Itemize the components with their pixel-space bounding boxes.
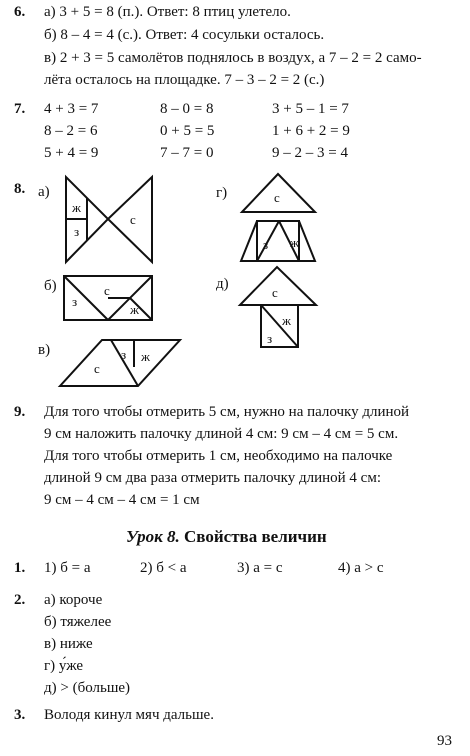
figure-label-v: в) (38, 342, 51, 358)
piece-z: з (72, 294, 78, 309)
lesson-title: Свойства величин (184, 527, 327, 546)
figure-label-d: д) (216, 276, 229, 292)
piece-s: с (94, 361, 100, 376)
piece-z: з (74, 224, 80, 239)
l3-text: Володя кинул мяч дальше. (44, 707, 214, 723)
piece-z: з (121, 347, 127, 362)
piece-zh: ж (141, 349, 150, 364)
l2-item: д) > (больше) (44, 680, 131, 696)
piece-zh: ж (72, 200, 81, 215)
piece-s: с (130, 212, 136, 227)
task-6-line-v2: лёта осталось на площадке. 7 – 3 – 2 = 2 (с.) (44, 72, 325, 88)
equation: 8 – 0 = 8 (160, 101, 214, 117)
lesson-prefix: Урок 8. (126, 527, 180, 546)
figure-label-a: а) (38, 184, 50, 200)
figure-v-parallelogram (60, 340, 180, 386)
l1-item: 3) а = с (237, 560, 283, 576)
piece-zh: ж (130, 302, 139, 317)
task-9-line: 9 см – 4 см – 4 см = 1 см (44, 492, 200, 508)
l2-item: г) у́же (44, 658, 84, 674)
piece-z: з (267, 331, 273, 346)
figure-a-bowtie (66, 177, 152, 262)
figure-g-triangle-square (241, 174, 315, 261)
l2-item: в) ниже (44, 636, 93, 652)
lesson-heading (126, 527, 327, 547)
task-9-line: 9 см наложить палочку длиной 4 см: 9 см – 4 см = 5 см. (44, 426, 399, 442)
piece-s: с (272, 285, 278, 300)
task-6-number: 6. (14, 4, 26, 20)
task-8-number: 8. (14, 181, 26, 197)
task-7-number: 7. (14, 101, 26, 117)
equation: 5 + 4 = 9 (44, 145, 99, 161)
equation: 8 – 2 = 6 (44, 123, 98, 139)
piece-zh: ж (282, 313, 291, 328)
task-6-line-a: а) 3 + 5 = 8 (п.). Ответ: 8 птиц улетело. (44, 4, 291, 20)
figure-label-b: б) (44, 278, 57, 294)
piece-s: с (104, 283, 110, 298)
task-9-line: Для того чтобы отмерить 5 см, нужно на палочку длиной (44, 404, 410, 420)
figure-d-house (240, 267, 316, 347)
equation: 9 – 2 – 3 = 4 (272, 145, 348, 161)
page-number: 93 (437, 733, 452, 749)
figure-label-g: г) (216, 185, 228, 201)
equation: 4 + 3 = 7 (44, 101, 99, 117)
task-6-line-b: б) 8 – 4 = 4 (с.). Ответ: 4 сосульки осталось. (44, 27, 325, 43)
task-9-line: длиной 9 см два раза отмерить палочку длиной 4 см: (44, 470, 381, 486)
l1-item: 4) а > с (338, 560, 384, 576)
task-6-line-v1: в) 2 + 3 = 5 самолётов поднялось в воздух, а 7 – 2 = 2 само- (44, 50, 422, 66)
equation: 7 – 7 = 0 (160, 145, 214, 161)
task-9-number: 9. (14, 404, 26, 420)
l1-number: 1. (14, 560, 26, 576)
l3-number: 3. (14, 707, 26, 723)
equation: 0 + 5 = 5 (160, 123, 215, 139)
l2-item: а) короче (44, 592, 103, 608)
l2-number: 2. (14, 592, 26, 608)
piece-z: з (263, 237, 269, 252)
equation: 3 + 5 – 1 = 7 (272, 101, 349, 117)
l1-item: 2) б < а (140, 560, 187, 576)
l1-item: 1) б = а (44, 560, 91, 576)
l2-item: б) тяжелее (44, 614, 112, 630)
piece-s: с (274, 190, 280, 205)
task-9-line: Для того чтобы отмерить 1 см, необходимо на палочке (44, 448, 393, 464)
equation: 1 + 6 + 2 = 9 (272, 123, 350, 139)
piece-zh: ж (290, 235, 299, 250)
